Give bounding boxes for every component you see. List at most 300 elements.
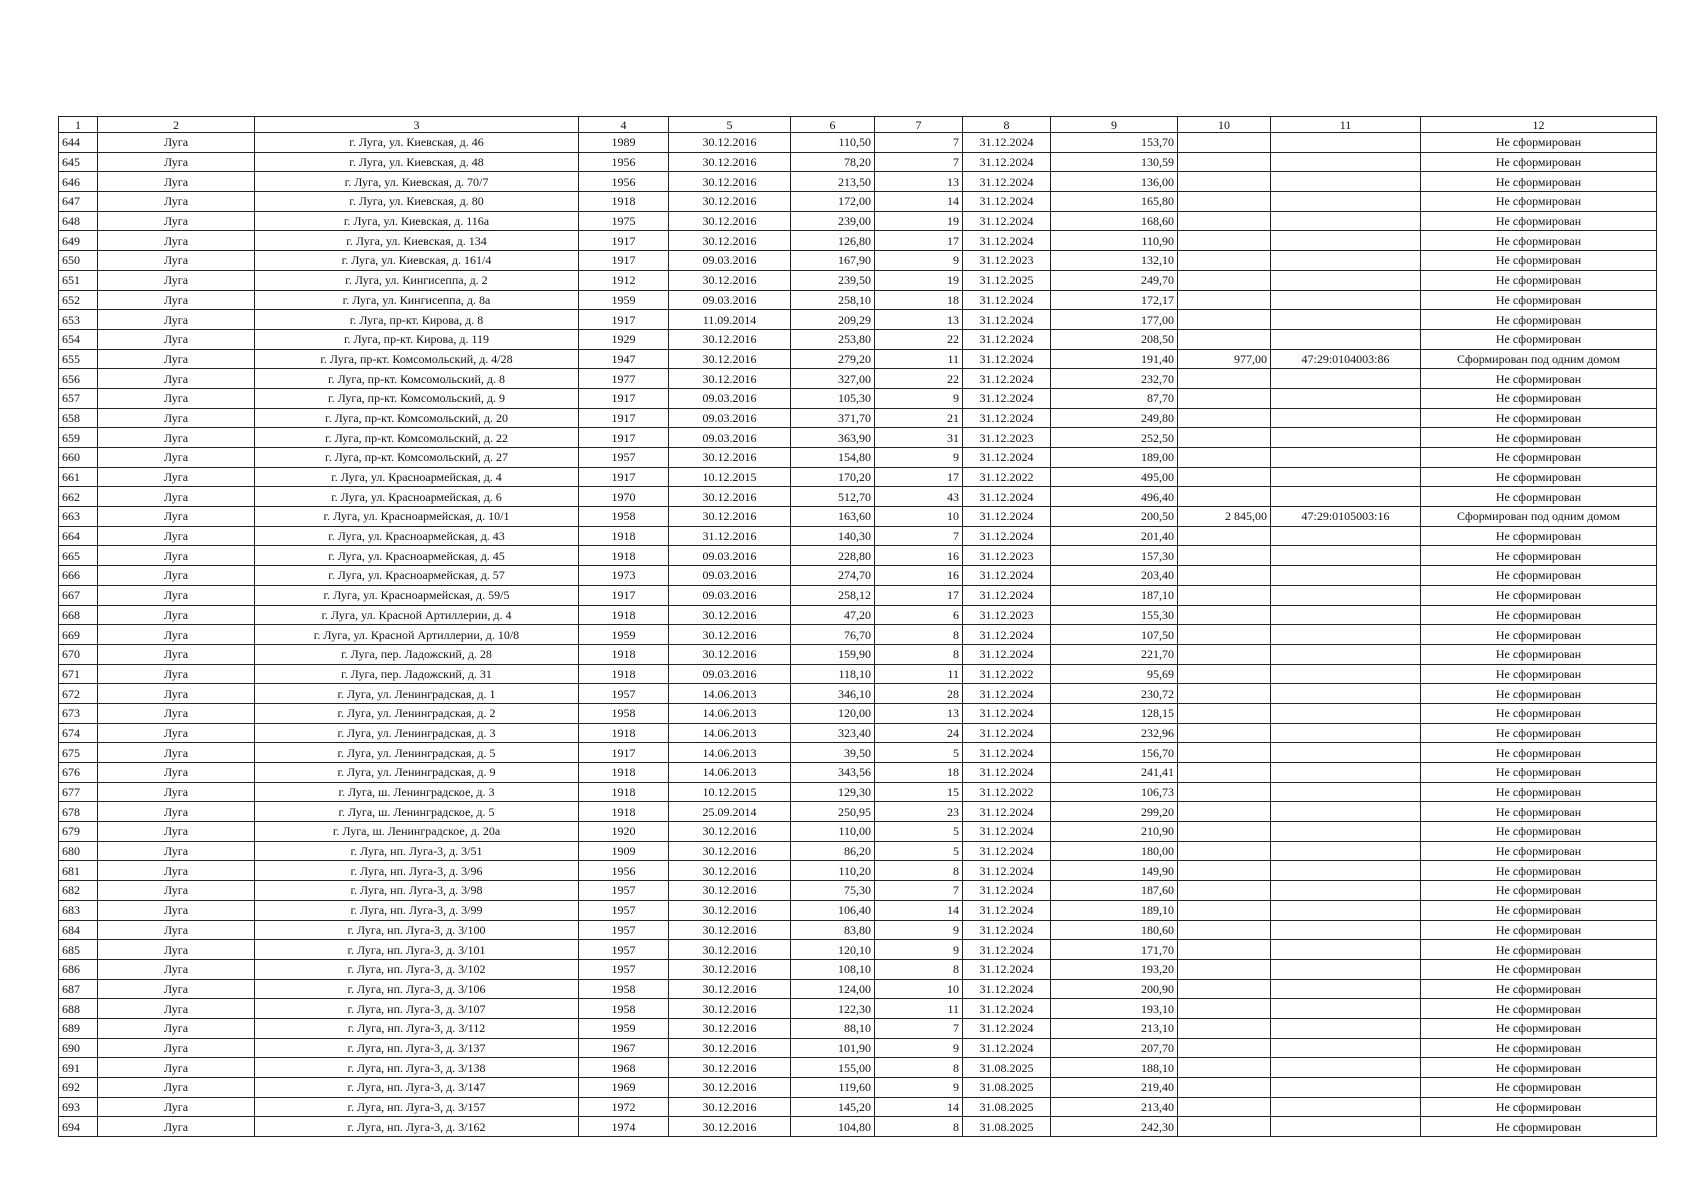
cell-cost: 496,40	[1051, 487, 1178, 507]
column-number-12: 12	[1421, 117, 1657, 133]
cell-settlement: Луга	[98, 625, 255, 645]
cell-date: 30.12.2016	[669, 959, 791, 979]
cell-area: 78,20	[791, 152, 875, 172]
cell-year: 1957	[579, 448, 669, 468]
cell-land-status: Не сформирован	[1421, 1038, 1657, 1058]
cell-settlement: Луга	[98, 388, 255, 408]
cell-deadline: 31.12.2024	[963, 959, 1051, 979]
cell-address: г. Луга, ул. Красноармейская, д. 45	[255, 546, 579, 566]
cell-residents: 7	[875, 1018, 963, 1038]
cell-address: г. Луга, пр-кт. Комсомольский, д. 27	[255, 448, 579, 468]
column-number-row	[59, 117, 1657, 133]
table-row	[59, 703, 1657, 723]
cell-area: 120,10	[791, 940, 875, 960]
cell-cadastral	[1271, 290, 1421, 310]
table-row	[59, 211, 1657, 231]
cell-residents: 10	[875, 507, 963, 527]
cell-deadline: 31.12.2023	[963, 605, 1051, 625]
cell-residents: 14	[875, 900, 963, 920]
cell-land-area	[1178, 585, 1271, 605]
cell-year: 1917	[579, 251, 669, 271]
table-row	[59, 487, 1657, 507]
cell-cadastral	[1271, 940, 1421, 960]
cell-num: 688	[59, 999, 98, 1019]
cell-date: 30.12.2016	[669, 270, 791, 290]
table-row	[59, 644, 1657, 664]
cell-residents: 31	[875, 428, 963, 448]
cell-settlement: Луга	[98, 231, 255, 251]
cell-cadastral	[1271, 192, 1421, 212]
cell-area: 343,56	[791, 763, 875, 783]
cell-date: 30.12.2016	[669, 1117, 791, 1137]
cell-settlement: Луга	[98, 920, 255, 940]
cell-land-area	[1178, 290, 1271, 310]
cell-cadastral	[1271, 703, 1421, 723]
table-row	[59, 1078, 1657, 1098]
cell-deadline: 31.12.2024	[963, 448, 1051, 468]
cell-land-area	[1178, 1078, 1271, 1098]
cell-area: 101,90	[791, 1038, 875, 1058]
cell-date: 30.12.2016	[669, 900, 791, 920]
cell-land-area	[1178, 546, 1271, 566]
cell-area: 155,00	[791, 1058, 875, 1078]
cell-year: 1918	[579, 546, 669, 566]
cell-address: г. Луга, нп. Луга-3, д. 3/99	[255, 900, 579, 920]
cell-deadline: 31.12.2024	[963, 310, 1051, 330]
cell-area: 167,90	[791, 251, 875, 271]
cell-residents: 18	[875, 290, 963, 310]
cell-land-status: Не сформирован	[1421, 388, 1657, 408]
cell-area: 75,30	[791, 881, 875, 901]
cell-deadline: 31.08.2025	[963, 1058, 1051, 1078]
cell-settlement: Луга	[98, 585, 255, 605]
column-number-6: 6	[791, 117, 875, 133]
cell-land-area	[1178, 703, 1271, 723]
cell-date: 30.12.2016	[669, 644, 791, 664]
cell-address: г. Луга, ул. Красноармейская, д. 6	[255, 487, 579, 507]
cell-date: 30.12.2016	[669, 861, 791, 881]
cell-year: 1920	[579, 822, 669, 842]
cell-date: 09.03.2016	[669, 251, 791, 271]
cell-residents: 13	[875, 172, 963, 192]
cell-deadline: 31.12.2024	[963, 802, 1051, 822]
cell-settlement: Луга	[98, 900, 255, 920]
cell-land-status: Не сформирован	[1421, 1058, 1657, 1078]
cell-deadline: 31.12.2024	[963, 920, 1051, 940]
cell-year: 1957	[579, 684, 669, 704]
cell-cost: 232,96	[1051, 723, 1178, 743]
cell-settlement: Луга	[98, 763, 255, 783]
cell-date: 14.06.2013	[669, 684, 791, 704]
cell-address: г. Луга, пр-кт. Комсомольский, д. 20	[255, 408, 579, 428]
cell-address: г. Луга, нп. Луга-3, д. 3/96	[255, 861, 579, 881]
cell-area: 228,80	[791, 546, 875, 566]
cell-num: 673	[59, 703, 98, 723]
table-row	[59, 1018, 1657, 1038]
cell-land-area	[1178, 526, 1271, 546]
cell-address: г. Луга, нп. Луга-3, д. 3/101	[255, 940, 579, 960]
cell-num: 690	[59, 1038, 98, 1058]
cell-area: 258,12	[791, 585, 875, 605]
table-row	[59, 763, 1657, 783]
cell-num: 687	[59, 979, 98, 999]
cell-settlement: Луга	[98, 526, 255, 546]
cell-year: 1974	[579, 1117, 669, 1137]
table-row	[59, 1058, 1657, 1078]
cell-settlement: Луга	[98, 1117, 255, 1137]
cell-land-status: Не сформирован	[1421, 487, 1657, 507]
cell-year: 1957	[579, 959, 669, 979]
cell-residents: 5	[875, 841, 963, 861]
cell-date: 30.12.2016	[669, 231, 791, 251]
cell-settlement: Луга	[98, 802, 255, 822]
cell-land-status: Не сформирован	[1421, 526, 1657, 546]
table-row	[59, 448, 1657, 468]
cell-date: 14.06.2013	[669, 703, 791, 723]
cell-address: г. Луга, нп. Луга-3, д. 3/157	[255, 1097, 579, 1117]
cell-num: 682	[59, 881, 98, 901]
cell-land-status: Не сформирован	[1421, 861, 1657, 881]
cell-land-area: 2 845,00	[1178, 507, 1271, 527]
cell-cost: 189,00	[1051, 448, 1178, 468]
cell-settlement: Луга	[98, 605, 255, 625]
cell-cost: 200,90	[1051, 979, 1178, 999]
cell-cadastral	[1271, 388, 1421, 408]
cell-date: 31.12.2016	[669, 526, 791, 546]
cell-cost: 189,10	[1051, 900, 1178, 920]
column-number-4: 4	[579, 117, 669, 133]
cell-residents: 8	[875, 1117, 963, 1137]
cell-land-area	[1178, 664, 1271, 684]
cell-land-area	[1178, 172, 1271, 192]
cell-num: 667	[59, 585, 98, 605]
cell-land-status: Не сформирован	[1421, 1117, 1657, 1137]
cell-land-status: Не сформирован	[1421, 763, 1657, 783]
cell-deadline: 31.08.2025	[963, 1078, 1051, 1098]
cell-land-area	[1178, 448, 1271, 468]
cell-deadline: 31.12.2024	[963, 743, 1051, 763]
table-row	[59, 251, 1657, 271]
cell-deadline: 31.12.2024	[963, 979, 1051, 999]
cell-num: 662	[59, 487, 98, 507]
cell-residents: 17	[875, 467, 963, 487]
cell-land-status: Не сформирован	[1421, 428, 1657, 448]
cell-residents: 8	[875, 959, 963, 979]
cell-settlement: Луга	[98, 999, 255, 1019]
cell-land-status: Не сформирован	[1421, 920, 1657, 940]
cell-settlement: Луга	[98, 743, 255, 763]
table-row	[59, 861, 1657, 881]
cell-area: 104,80	[791, 1117, 875, 1137]
cell-cadastral	[1271, 900, 1421, 920]
cell-num: 686	[59, 959, 98, 979]
cell-date: 09.03.2016	[669, 388, 791, 408]
cell-residents: 16	[875, 566, 963, 586]
column-number-5: 5	[669, 117, 791, 133]
cell-address: г. Луга, ул. Красноармейская, д. 57	[255, 566, 579, 586]
cell-land-area	[1178, 861, 1271, 881]
cell-cadastral	[1271, 625, 1421, 645]
cell-address: г. Луга, ул. Красноармейская, д. 10/1	[255, 507, 579, 527]
cell-area: 250,95	[791, 802, 875, 822]
cell-land-area	[1178, 408, 1271, 428]
table-row	[59, 133, 1657, 153]
cell-address: г. Луга, пр-кт. Кирова, д. 8	[255, 310, 579, 330]
cell-settlement: Луга	[98, 546, 255, 566]
cell-area: 110,00	[791, 822, 875, 842]
cell-year: 1918	[579, 802, 669, 822]
cell-date: 30.12.2016	[669, 881, 791, 901]
table-row	[59, 1097, 1657, 1117]
cell-residents: 11	[875, 349, 963, 369]
cell-cost: 153,70	[1051, 133, 1178, 153]
cell-settlement: Луга	[98, 152, 255, 172]
cell-settlement: Луга	[98, 959, 255, 979]
cell-year: 1970	[579, 487, 669, 507]
cell-year: 1956	[579, 152, 669, 172]
cell-address: г. Луга, ул. Красной Артиллерии, д. 4	[255, 605, 579, 625]
cell-year: 1917	[579, 231, 669, 251]
cell-cadastral	[1271, 1117, 1421, 1137]
cell-land-status: Не сформирован	[1421, 408, 1657, 428]
table-row	[59, 900, 1657, 920]
cell-year: 1917	[579, 408, 669, 428]
cell-cost: 207,70	[1051, 1038, 1178, 1058]
cell-cadastral	[1271, 920, 1421, 940]
cell-deadline: 31.12.2024	[963, 329, 1051, 349]
cell-deadline: 31.12.2024	[963, 487, 1051, 507]
cell-cost: 172,17	[1051, 290, 1178, 310]
cell-residents: 5	[875, 743, 963, 763]
cell-land-status: Не сформирован	[1421, 644, 1657, 664]
table-row	[59, 822, 1657, 842]
cell-land-area	[1178, 763, 1271, 783]
cell-date: 30.12.2016	[669, 999, 791, 1019]
cell-cost: 136,00	[1051, 172, 1178, 192]
cell-year: 1917	[579, 585, 669, 605]
cell-settlement: Луга	[98, 329, 255, 349]
cell-settlement: Луга	[98, 782, 255, 802]
cell-year: 1975	[579, 211, 669, 231]
cell-num: 647	[59, 192, 98, 212]
cell-year: 1969	[579, 1078, 669, 1098]
cell-date: 30.12.2016	[669, 1058, 791, 1078]
cell-date: 30.12.2016	[669, 487, 791, 507]
cell-address: г. Луга, ул. Красноармейская, д. 59/5	[255, 585, 579, 605]
cell-num: 681	[59, 861, 98, 881]
cell-address: г. Луга, ул. Киевская, д. 48	[255, 152, 579, 172]
cell-land-status: Не сформирован	[1421, 841, 1657, 861]
cell-settlement: Луга	[98, 861, 255, 881]
cell-year: 1929	[579, 329, 669, 349]
cell-date: 25.09.2014	[669, 802, 791, 822]
cell-cadastral	[1271, 684, 1421, 704]
cell-year: 1958	[579, 703, 669, 723]
cell-cadastral	[1271, 1058, 1421, 1078]
cell-num: 674	[59, 723, 98, 743]
cell-address: г. Луга, нп. Луга-3, д. 3/162	[255, 1117, 579, 1137]
table-row	[59, 841, 1657, 861]
cell-address: г. Луга, ул. Киевская, д. 46	[255, 133, 579, 153]
cell-land-area	[1178, 802, 1271, 822]
cell-land-status: Сформирован под одним домом	[1421, 349, 1657, 369]
cell-land-status: Не сформирован	[1421, 822, 1657, 842]
table-row	[59, 152, 1657, 172]
cell-year: 1957	[579, 881, 669, 901]
cell-land-status: Не сформирован	[1421, 329, 1657, 349]
column-number-2: 2	[98, 117, 255, 133]
cell-address: г. Луга, пр-кт. Комсомольский, д. 8	[255, 369, 579, 389]
cell-address: г. Луга, нп. Луга-3, д. 3/100	[255, 920, 579, 940]
column-number-11: 11	[1271, 117, 1421, 133]
cell-cadastral	[1271, 1078, 1421, 1098]
cell-cadastral	[1271, 802, 1421, 822]
cell-land-area	[1178, 723, 1271, 743]
table-row	[59, 329, 1657, 349]
cell-cost: 107,50	[1051, 625, 1178, 645]
cell-cost: 241,41	[1051, 763, 1178, 783]
cell-year: 1957	[579, 900, 669, 920]
cell-land-area	[1178, 329, 1271, 349]
cell-num: 678	[59, 802, 98, 822]
cell-land-status: Не сформирован	[1421, 959, 1657, 979]
cell-deadline: 31.12.2024	[963, 1018, 1051, 1038]
cell-address: г. Луга, ул. Киевская, д. 161/4	[255, 251, 579, 271]
cell-num: 679	[59, 822, 98, 842]
cell-cost: 106,73	[1051, 782, 1178, 802]
table-row	[59, 566, 1657, 586]
table-row	[59, 467, 1657, 487]
cell-year: 1918	[579, 763, 669, 783]
cell-year: 1918	[579, 192, 669, 212]
cell-residents: 7	[875, 152, 963, 172]
cell-residents: 18	[875, 763, 963, 783]
cell-cost: 210,90	[1051, 822, 1178, 842]
cell-cost: 219,40	[1051, 1078, 1178, 1098]
cell-cost: 221,70	[1051, 644, 1178, 664]
cell-land-area	[1178, 841, 1271, 861]
cell-num: 693	[59, 1097, 98, 1117]
cell-address: г. Луга, ул. Красноармейская, д. 4	[255, 467, 579, 487]
cell-area: 110,20	[791, 861, 875, 881]
cell-deadline: 31.12.2024	[963, 841, 1051, 861]
cell-year: 1917	[579, 467, 669, 487]
table-row	[59, 1038, 1657, 1058]
cell-settlement: Луга	[98, 133, 255, 153]
cell-land-area	[1178, 152, 1271, 172]
cell-settlement: Луга	[98, 822, 255, 842]
cell-settlement: Луга	[98, 290, 255, 310]
cell-land-area	[1178, 231, 1271, 251]
cell-cost: 188,10	[1051, 1058, 1178, 1078]
cell-residents: 9	[875, 920, 963, 940]
cell-residents: 11	[875, 999, 963, 1019]
cell-residents: 22	[875, 369, 963, 389]
cell-settlement: Луга	[98, 723, 255, 743]
cell-cost: 213,10	[1051, 1018, 1178, 1038]
cell-deadline: 31.12.2023	[963, 546, 1051, 566]
cell-year: 1972	[579, 1097, 669, 1117]
cell-deadline: 31.12.2024	[963, 881, 1051, 901]
cell-land-status: Не сформирован	[1421, 743, 1657, 763]
cell-year: 1989	[579, 133, 669, 153]
cell-area: 371,70	[791, 408, 875, 428]
cell-date: 14.06.2013	[669, 763, 791, 783]
cell-deadline: 31.12.2024	[963, 566, 1051, 586]
cell-num: 657	[59, 388, 98, 408]
cell-area: 86,20	[791, 841, 875, 861]
cell-land-status: Не сформирован	[1421, 703, 1657, 723]
cell-date: 09.03.2016	[669, 566, 791, 586]
cell-year: 1918	[579, 723, 669, 743]
cell-cadastral	[1271, 782, 1421, 802]
cell-land-area	[1178, 310, 1271, 330]
cell-cadastral	[1271, 743, 1421, 763]
table-row	[59, 940, 1657, 960]
cell-deadline: 31.12.2024	[963, 388, 1051, 408]
cell-cost: 187,10	[1051, 585, 1178, 605]
cell-settlement: Луга	[98, 172, 255, 192]
cell-deadline: 31.12.2024	[963, 1038, 1051, 1058]
column-number-8: 8	[963, 117, 1051, 133]
cell-area: 140,30	[791, 526, 875, 546]
cell-address: г. Луга, ш. Ленинградское, д. 3	[255, 782, 579, 802]
cell-land-status: Не сформирован	[1421, 940, 1657, 960]
column-number-7: 7	[875, 117, 963, 133]
cell-num: 661	[59, 467, 98, 487]
cell-land-area	[1178, 900, 1271, 920]
cell-deadline: 31.12.2023	[963, 428, 1051, 448]
table-row	[59, 979, 1657, 999]
table-row	[59, 802, 1657, 822]
cell-num: 654	[59, 329, 98, 349]
cell-land-status: Не сформирован	[1421, 1097, 1657, 1117]
cell-settlement: Луга	[98, 979, 255, 999]
cell-address: г. Луга, ул. Ленинградская, д. 2	[255, 703, 579, 723]
cell-residents: 9	[875, 251, 963, 271]
cell-residents: 17	[875, 231, 963, 251]
cell-address: г. Луга, нп. Луга-3, д. 3/98	[255, 881, 579, 901]
cell-residents: 8	[875, 625, 963, 645]
cell-num: 669	[59, 625, 98, 645]
cell-num: 683	[59, 900, 98, 920]
cell-cost: 242,30	[1051, 1117, 1178, 1137]
cell-cadastral	[1271, 270, 1421, 290]
cell-address: г. Луга, пр-кт. Кирова, д. 119	[255, 329, 579, 349]
cell-land-area	[1178, 625, 1271, 645]
cell-land-area	[1178, 566, 1271, 586]
cell-residents: 23	[875, 802, 963, 822]
cell-cadastral	[1271, 605, 1421, 625]
table-row	[59, 428, 1657, 448]
cell-cadastral	[1271, 1038, 1421, 1058]
cell-land-area	[1178, 644, 1271, 664]
cell-area: 83,80	[791, 920, 875, 940]
cell-settlement: Луга	[98, 684, 255, 704]
cell-cadastral	[1271, 172, 1421, 192]
cell-land-status: Не сформирован	[1421, 1018, 1657, 1038]
table-row	[59, 369, 1657, 389]
cell-address: г. Луга, пр-кт. Комсомольский, д. 4/28	[255, 349, 579, 369]
cell-land-area	[1178, 920, 1271, 940]
cell-residents: 9	[875, 940, 963, 960]
cell-cadastral	[1271, 1018, 1421, 1038]
cell-land-status: Не сформирован	[1421, 1078, 1657, 1098]
table-row	[59, 290, 1657, 310]
cell-date: 30.12.2016	[669, 172, 791, 192]
cell-date: 09.03.2016	[669, 664, 791, 684]
cell-land-area	[1178, 467, 1271, 487]
